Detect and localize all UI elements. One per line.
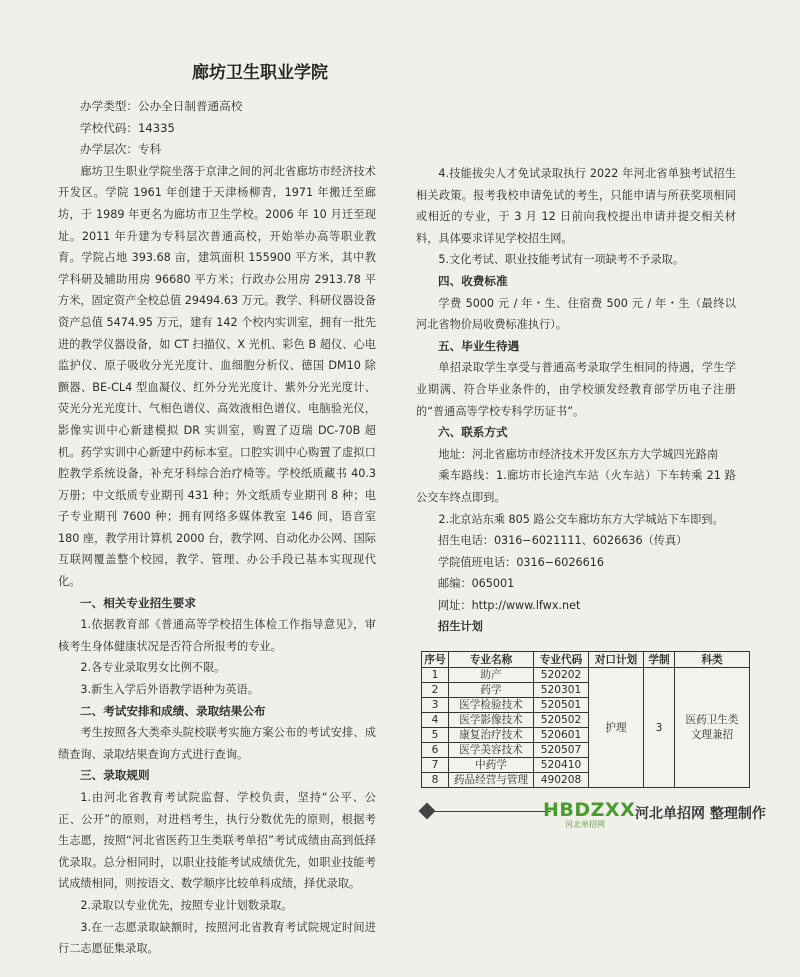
rule-2: 2.录取以专业优先，按照专业计划数录取。 — [80, 898, 293, 912]
major-code: 520507 — [534, 743, 589, 758]
row-index: 7 — [422, 758, 449, 773]
requirement-2: 2.各专业录取男女比例不限。 — [80, 661, 226, 675]
requirement-3: 3.新生入学后外语教学语种为英语。 — [80, 683, 259, 697]
exam-paragraph: 考生按照各大类牵头院校联考实施方案公布的考试安排、成绩查询、录取结果查询方式进行查询。 — [58, 726, 376, 761]
school-level: 办学层次：专科 — [80, 142, 162, 157]
school-type: 办学类型：公办全日制普通高校 — [80, 99, 243, 113]
header-cell: 对口计划 — [589, 652, 644, 668]
row-index: 5 — [422, 728, 449, 743]
rule-4: 4.技能拔尖人才免试录取执行 2022 年河北省单独考试招生相关政策。报考我校申请免试的考生，只能申请与所获奖项相同或相近的专业，于 3 月 12 日前向我校提出申请并提交相关材料，具体要求详见学校招生网。 — [416, 167, 736, 245]
contact-phone: 招生电话：0316−6021111、6026636（传真） — [438, 534, 688, 548]
major-code: 520202 — [534, 668, 589, 683]
plan-title: 招生计划 — [438, 620, 483, 634]
row-index: 3 — [422, 698, 449, 713]
rule-3: 3.在一志愿录取缺额时，按照河北省教育考试院规定时间进行二志愿征集录取。 — [58, 920, 376, 956]
row-index: 8 — [422, 773, 449, 788]
intro-paragraph: 廊坊卫生职业学院坐落于京津之间的河北省廊坊市经济技术开发区。学院 1961 年创建于天津杨柳青，1971 年搬迁至廊坊，于 1989 年更名为廊坊市卫生学校。2006 年 10 月迁至现址。2011 年升建为专科层次普通高校，开始举办高等职业教育。学院占地 393.68 亩，建筑面积 155900 平方米，其中教学科研及辅助用房 96680 平方米；行政办公用房 2913.78 平方米，固定资产全校总值 29494.63 万元。教学、科研仪器设备资产总值 5474.95 万元，建有 142 个校内实训室，拥有一批先进的教学仪器设备，如 CT 扫描仪、X 光机、彩色 B 超仪、心电监护仪、原子吸收分光光度计、血细胞分析仪、德国 DM10 除颤器、BE-CL4 型血凝仪、红外分光光度计、紫外分光光度计、荧光分光光度计、气相色谱仪、高效液相色谱仪、电脑验光仪，影像实训中心新建模拟 DR 实训室，购置了迈瑞 DC-70B 超机。药学实训中心新建中药标本室。口腔实训中心购置了虚拟口腔教学系统设备，补充牙科综合治疗椅等。学校纸质藏书 40.3 万册；中文纸质专业期刊 431 种；外文纸质专业期刊 8 种；电子专业期刊 7600 种；拥有网络多媒体教室 146 间，语音室 180 座，教学用计算机 2000 台，教学网、自动化办公网、国际互联网覆盖整个校园，教学、管理、办公手段已基本实现现代化。 — [58, 164, 376, 589]
major-name: 中药学 — [449, 758, 534, 773]
school-code: 学校代码：14335 — [80, 120, 175, 135]
row-index: 1 — [422, 668, 449, 683]
major-code: 520410 — [534, 758, 589, 773]
contact-website: 网址：http://www.lfwx.net — [438, 598, 581, 612]
enrollment-plan-table — [421, 651, 750, 788]
category — [675, 668, 750, 788]
row-index: 4 — [422, 713, 449, 728]
row-index: 6 — [422, 743, 449, 758]
major-code: 520501 — [534, 698, 589, 713]
section-heading-graduates: 五、毕业生待遇 — [438, 338, 520, 353]
section-heading-contact: 六、联系方式 — [438, 425, 508, 440]
contact-route-1: 乘车路线：1.廊坊市长途汽车站（火车站）下车转乘 21 路公交车终点即到。 — [416, 469, 736, 504]
header-cell: 学制 — [644, 652, 675, 668]
major-code: 490208 — [534, 773, 589, 788]
category-text: 医药卫生类文理兼招 — [685, 713, 739, 741]
section-heading-exam: 二、考试安排和成绩、录取结果公布 — [80, 703, 266, 718]
section-heading-fees: 四、收费标准 — [438, 273, 508, 288]
header-cell: 专业代码 — [534, 652, 589, 668]
major-name: 康复治疗技术 — [449, 728, 534, 743]
header-cell: 序号 — [422, 652, 449, 668]
contact-zip: 邮编：065001 — [438, 577, 515, 591]
contact-duty-phone: 学院值班电话：0316−6026616 — [438, 555, 604, 569]
study-years: 3 — [644, 668, 675, 788]
rule-5: 5.文化考试、职业技能考试有一项缺考不予录取。 — [438, 253, 685, 267]
logo-subtext: 河北单招网 — [565, 820, 605, 829]
major-name: 药学 — [449, 683, 534, 698]
major-name: 医学检验技术 — [449, 698, 534, 713]
major-name: 药品经营与管理 — [449, 773, 534, 788]
table-row — [422, 668, 750, 683]
plan-quota: 护理 — [589, 668, 644, 788]
major-code: 520301 — [534, 683, 589, 698]
major-code: 520601 — [534, 728, 589, 743]
watermark-footer — [421, 794, 791, 830]
row-index: 2 — [422, 683, 449, 698]
header-cell: 专业名称 — [449, 652, 534, 668]
graduate-paragraph: 单招录取学生享受与普通高考录取学生相同的待遇，学生学业期满、符合毕业条件的，由学校颁发经教育部学历电子注册的“普通高等学校专科学历证书”。 — [416, 361, 736, 418]
contact-route-2: 2.北京站东乘 805 路公交车廊坊东方大学城站下车即到。 — [438, 512, 724, 526]
section-heading-requirements: 一、相关专业招生要求 — [80, 595, 196, 610]
footer-divider — [431, 811, 551, 812]
section-heading-rules: 三、录取规则 — [80, 768, 150, 783]
hbdzxx-logo — [543, 799, 636, 830]
logo-text: HBDZXX — [543, 799, 636, 821]
rule-1: 1.由河北省教育考试院监督、学校负责，坚持“公平、公正、公开”的原则，对进档考生，执行分数优先的原则，根据考生志愿，按照“河北省医药卫生类联考单招”考试成绩由高到低择优录取。总分相同时，以职业技能考试成绩优先，如职业技能考试成绩相同，则按语文、数学顺序比较单科成绩，择优录取。 — [58, 791, 376, 891]
page-title: 廊坊卫生职业学院 — [192, 63, 328, 83]
header-cell: 科类 — [675, 652, 750, 668]
major-name: 助产 — [449, 668, 534, 683]
left-column — [58, 96, 376, 960]
major-name: 医学影像技术 — [449, 713, 534, 728]
requirement-1: 1.依据教育部《普通高等学校招生体检工作指导意见》，审核考生身体健康状况是否符合所报考的专业。 — [58, 618, 376, 653]
major-code: 520502 — [534, 713, 589, 728]
fee-paragraph: 学费 5000 元 / 年・生、住宿费 500 元 / 年・生（最终以河北省物价局收费标准执行）。 — [416, 296, 736, 332]
contact-address: 地址：河北省廊坊市经济技术开发区东方大学城四光路南 — [438, 447, 719, 461]
table-header-row — [422, 652, 750, 668]
right-column — [416, 163, 736, 638]
major-name: 医学美容技术 — [449, 743, 534, 758]
brand-caption: 河北单招网 整理制作 — [635, 806, 766, 822]
